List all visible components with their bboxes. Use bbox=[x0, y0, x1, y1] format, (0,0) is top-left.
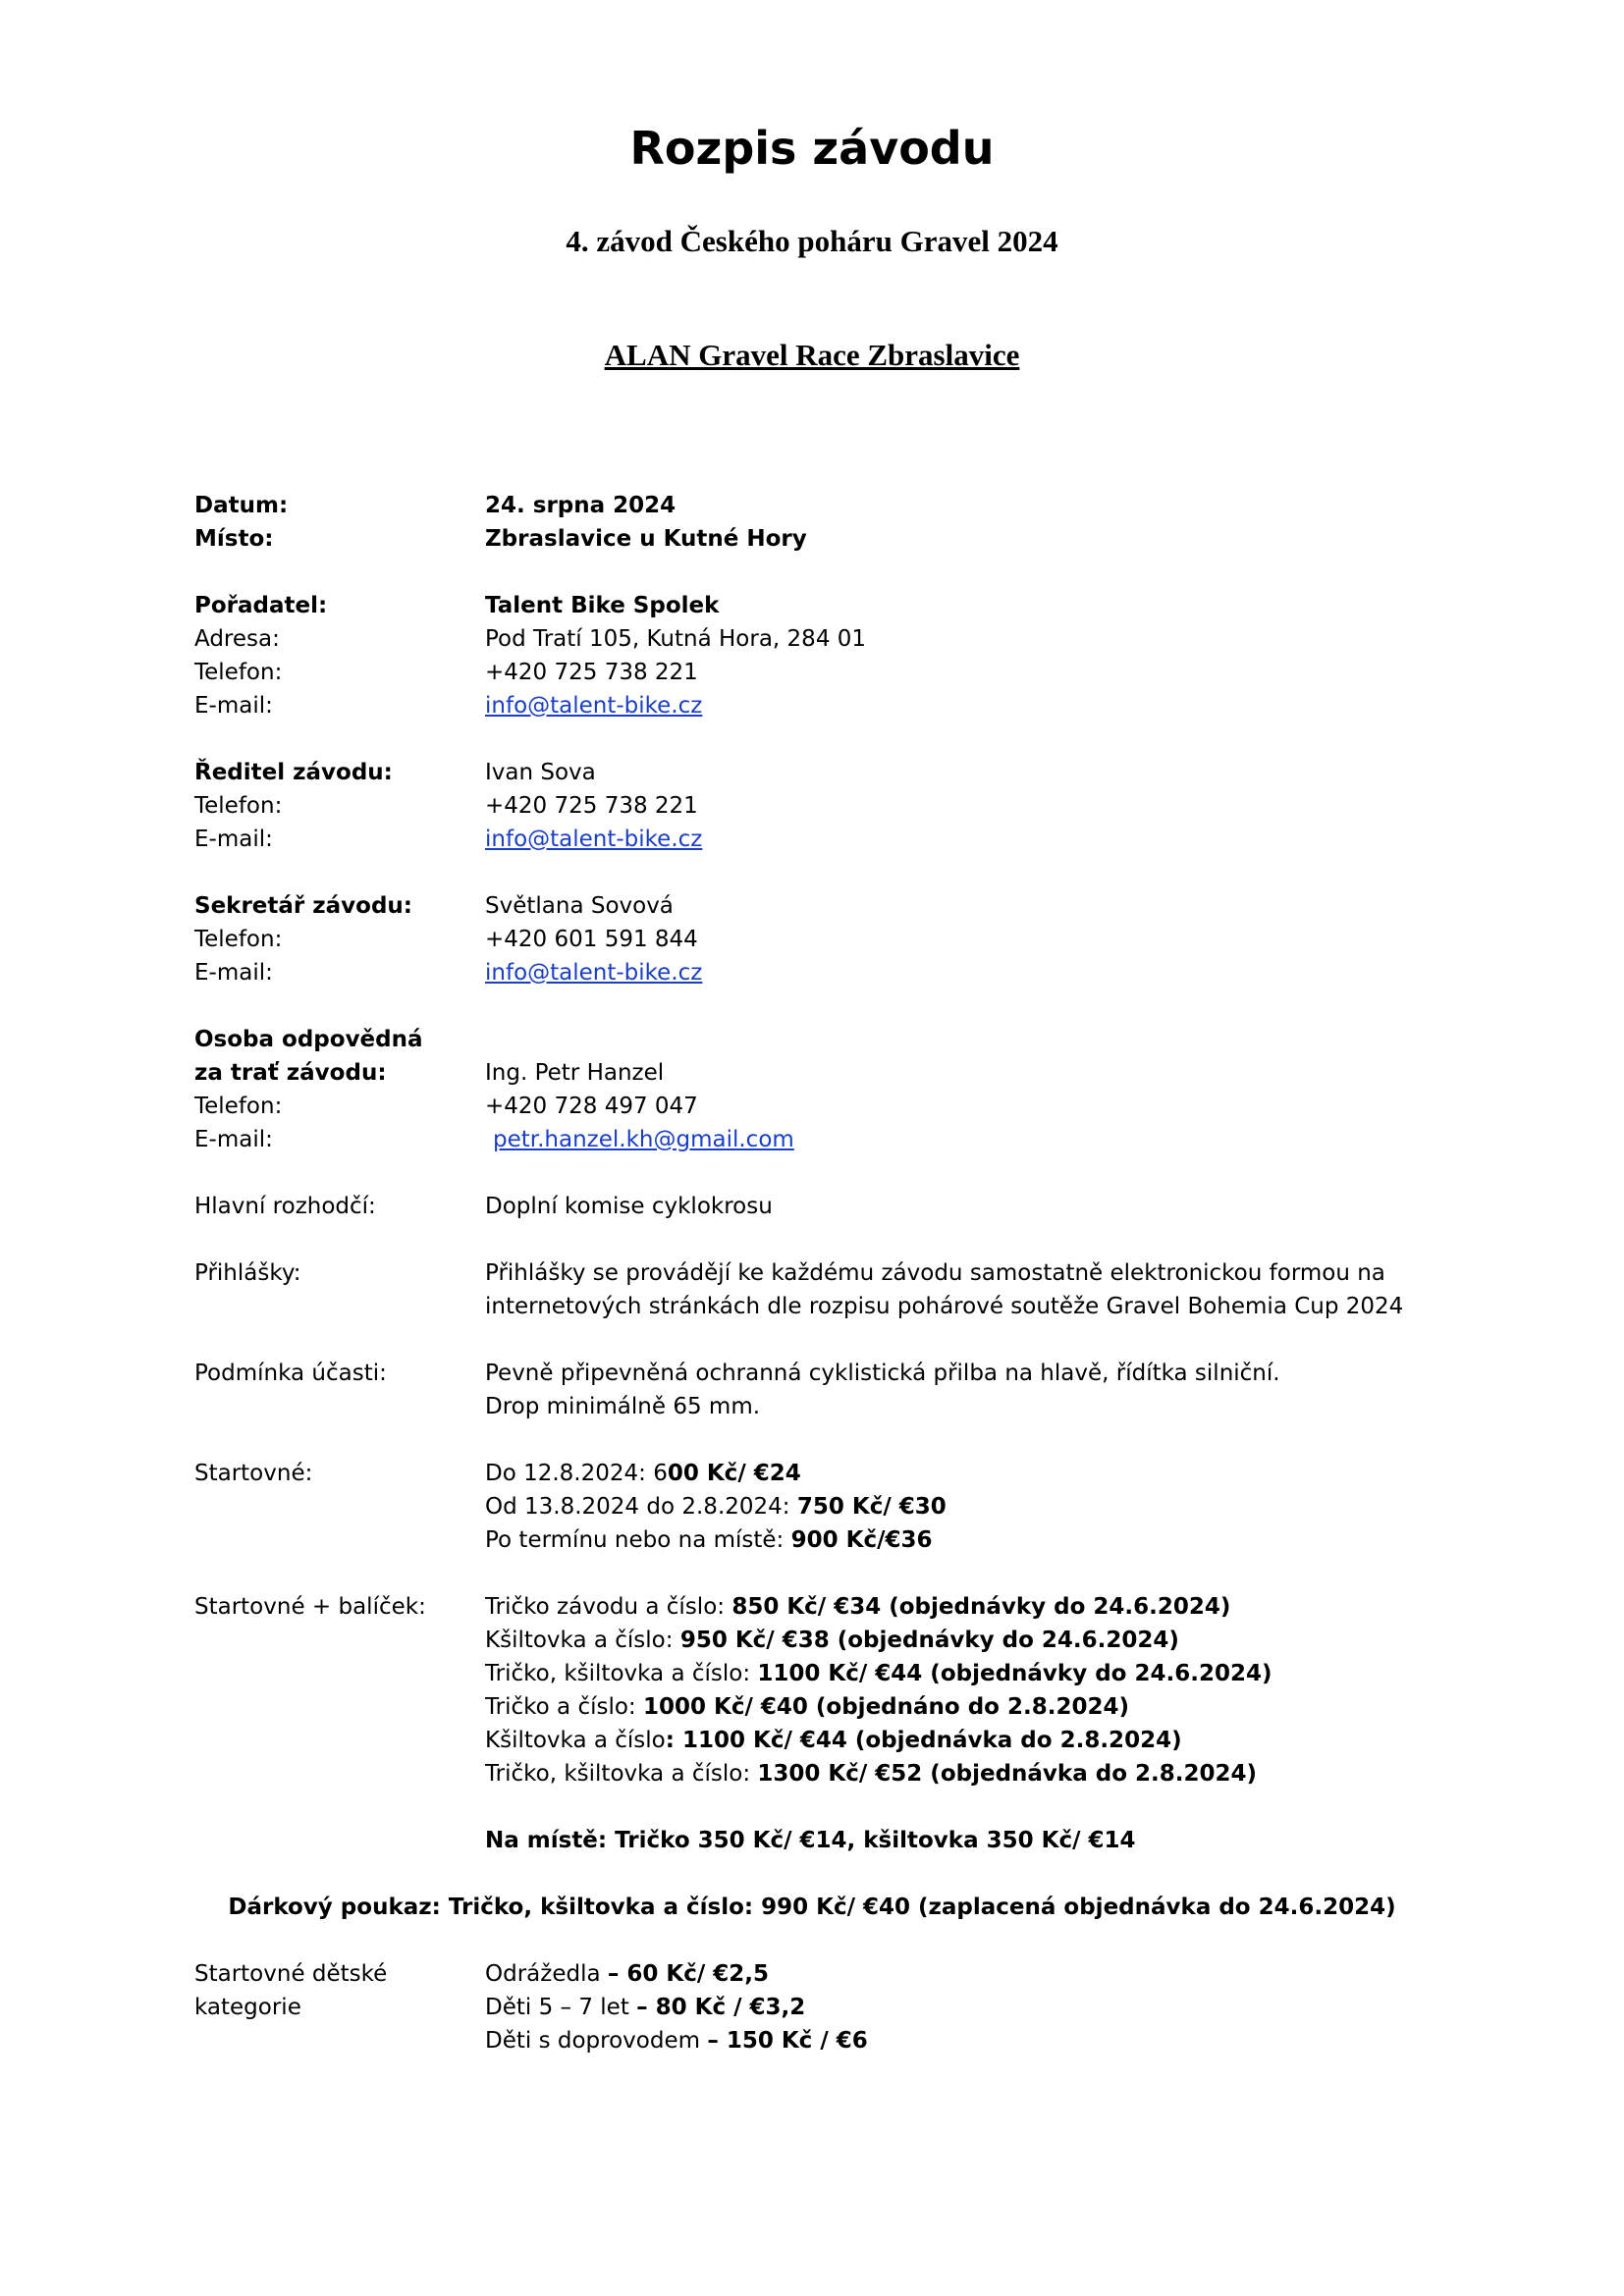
track-phone-label: Telefon: bbox=[194, 1094, 283, 1119]
organizer-phone: +420 725 738 221 bbox=[485, 660, 698, 685]
condition-line2: Drop minimálně 65 mm. bbox=[485, 1394, 761, 1419]
organizer-phone-label: Telefon: bbox=[194, 660, 283, 685]
kids-row bbox=[485, 2024, 868, 2057]
kids-row-price: – 80 Kč / €3,2 bbox=[636, 1995, 806, 2020]
kids-row bbox=[485, 1957, 769, 1991]
organizer-address-label: Adresa: bbox=[194, 626, 280, 652]
voucher-label: Dárkový poukaz: bbox=[228, 1895, 449, 1920]
kids-row-text: Děti s doprovodem bbox=[485, 2028, 708, 2054]
fee-row bbox=[485, 1490, 947, 1523]
voucher-line bbox=[0, 1891, 1624, 1924]
package-row-price: 850 Kč/ €34 (objednávky do 24.6.2024) bbox=[731, 1594, 1231, 1620]
package-row-text: Kšiltovka a číslo bbox=[485, 1728, 666, 1753]
fee-row-text: Po termínu nebo na místě: bbox=[485, 1527, 791, 1553]
director-label: Ředitel závodu: bbox=[194, 760, 393, 785]
secretary-phone: +420 601 591 844 bbox=[485, 927, 698, 952]
race-name: ALAN Gravel Race Zbraslavice bbox=[604, 338, 1020, 372]
package-row bbox=[485, 1657, 1272, 1690]
registration-line2: internetových stránkách dle rozpisu pohárové soutěže Gravel Bohemia Cup 2024 bbox=[485, 1294, 1404, 1319]
kids-row bbox=[485, 1991, 805, 2024]
kids-label-line2: kategorie bbox=[194, 1995, 301, 2020]
kids-label-line1: Startovné dětské bbox=[194, 1961, 388, 1987]
page-title: Rozpis závodu bbox=[629, 122, 995, 175]
track-label-line1: Osoba odpovědná bbox=[194, 1027, 423, 1052]
organizer-value: Talent Bike Spolek bbox=[485, 593, 720, 618]
secretary-email-link[interactable]: info@talent-bike.cz bbox=[485, 960, 703, 986]
package-row-price: 1000 Kč/ €40 (objednáno do 2.8.2024) bbox=[643, 1694, 1129, 1720]
fee-row-text: Do 12.8.2024: 6 bbox=[485, 1461, 668, 1486]
kids-row-text: Odrážedla bbox=[485, 1961, 608, 1987]
registration-label: Přihlášky: bbox=[194, 1260, 301, 1286]
organizer-email-link[interactable]: info@talent-bike.cz bbox=[485, 693, 703, 719]
track-email-link[interactable]: petr.hanzel.kh@gmail.com bbox=[493, 1127, 794, 1152]
package-onsite: Na místě: Tričko 350 Kč/ €14, kšiltovka 350 Kč/ €14 bbox=[485, 1828, 1136, 1853]
registration-line1: Přihlášky se provádějí ke každému závodu samostatně elektronickou formou na bbox=[485, 1260, 1385, 1286]
kids-row-price: – 150 Kč / €6 bbox=[707, 2028, 868, 2054]
subtitle: 4. závod Českého poháru Gravel 2024 bbox=[566, 224, 1058, 258]
package-row-price: 1100 Kč/ €44 (objednávky do 24.6.2024) bbox=[757, 1661, 1272, 1686]
director-email-label: E-mail: bbox=[194, 827, 273, 852]
kids-row-text: Děti 5 – 7 let bbox=[485, 1995, 637, 2020]
package-row-text: Tričko, kšiltovka a číslo: bbox=[485, 1661, 758, 1686]
place-label: Místo: bbox=[194, 526, 274, 552]
track-value: Ing. Petr Hanzel bbox=[485, 1060, 665, 1086]
package-label: Startovné + balíček: bbox=[194, 1594, 426, 1620]
secretary-value: Světlana Sovová bbox=[485, 893, 674, 919]
date-value: 24. srpna 2024 bbox=[485, 493, 677, 518]
condition-label: Podmínka účasti: bbox=[194, 1361, 387, 1386]
referee-value: Doplní komise cyklokrosu bbox=[485, 1194, 773, 1219]
fee-row-price: 750 Kč/ €30 bbox=[796, 1494, 947, 1520]
package-row-text: Kšiltovka a číslo: bbox=[485, 1628, 680, 1653]
package-row bbox=[485, 1690, 1129, 1724]
organizer-email-label: E-mail: bbox=[194, 693, 273, 719]
date-label: Datum: bbox=[194, 493, 289, 518]
package-row-text: Tričko a číslo: bbox=[485, 1694, 643, 1720]
package-row-text: Tričko závodu a číslo: bbox=[485, 1594, 732, 1620]
condition-line1: Pevně připevněná ochranná cyklistická přilba na hlavě, řídítka silniční. bbox=[485, 1361, 1280, 1386]
place-value: Zbraslavice u Kutné Hory bbox=[485, 526, 807, 552]
fee-row-price: 900 Kč/€36 bbox=[790, 1527, 933, 1553]
package-row bbox=[485, 1724, 1182, 1757]
package-row bbox=[485, 1757, 1257, 1790]
director-value: Ivan Sova bbox=[485, 760, 596, 785]
package-row bbox=[485, 1590, 1230, 1624]
fee-row-price: 00 Kč/ €24 bbox=[667, 1461, 801, 1486]
package-row bbox=[485, 1624, 1179, 1657]
referee-label: Hlavní rozhodčí: bbox=[194, 1194, 376, 1219]
secretary-phone-label: Telefon: bbox=[194, 927, 283, 952]
fee-row bbox=[485, 1523, 933, 1557]
track-email-label: E-mail: bbox=[194, 1127, 273, 1152]
package-row-price: 950 Kč/ €38 (objednávky do 24.6.2024) bbox=[679, 1628, 1179, 1653]
fee-label: Startovné: bbox=[194, 1461, 313, 1486]
director-phone: +420 725 738 221 bbox=[485, 793, 698, 819]
kids-row-price: – 60 Kč/ €2,5 bbox=[607, 1961, 770, 1987]
voucher-text: Tričko, kšiltovka a číslo: 990 Kč/ €40 (zaplacená objednávka do 24.6.2024) bbox=[448, 1895, 1396, 1920]
fee-row bbox=[485, 1457, 801, 1490]
track-phone: +420 728 497 047 bbox=[485, 1094, 698, 1119]
track-label-line2: za trať závodu: bbox=[194, 1060, 387, 1086]
package-row-price: : 1100 Kč/ €44 (objednávka do 2.8.2024) bbox=[665, 1728, 1182, 1753]
director-email-link[interactable]: info@talent-bike.cz bbox=[485, 827, 703, 852]
package-row-text: Tričko, kšiltovka a číslo: bbox=[485, 1761, 758, 1787]
package-row-price: 1300 Kč/ €52 (objednávka do 2.8.2024) bbox=[757, 1761, 1258, 1787]
organizer-label: Pořadatel: bbox=[194, 593, 328, 618]
director-phone-label: Telefon: bbox=[194, 793, 283, 819]
secretary-label: Sekretář závodu: bbox=[194, 893, 413, 919]
organizer-address: Pod Tratí 105, Kutná Hora, 284 01 bbox=[485, 626, 867, 652]
fee-row-text: Od 13.8.2024 do 2.8.2024: bbox=[485, 1494, 797, 1520]
secretary-email-label: E-mail: bbox=[194, 960, 273, 986]
